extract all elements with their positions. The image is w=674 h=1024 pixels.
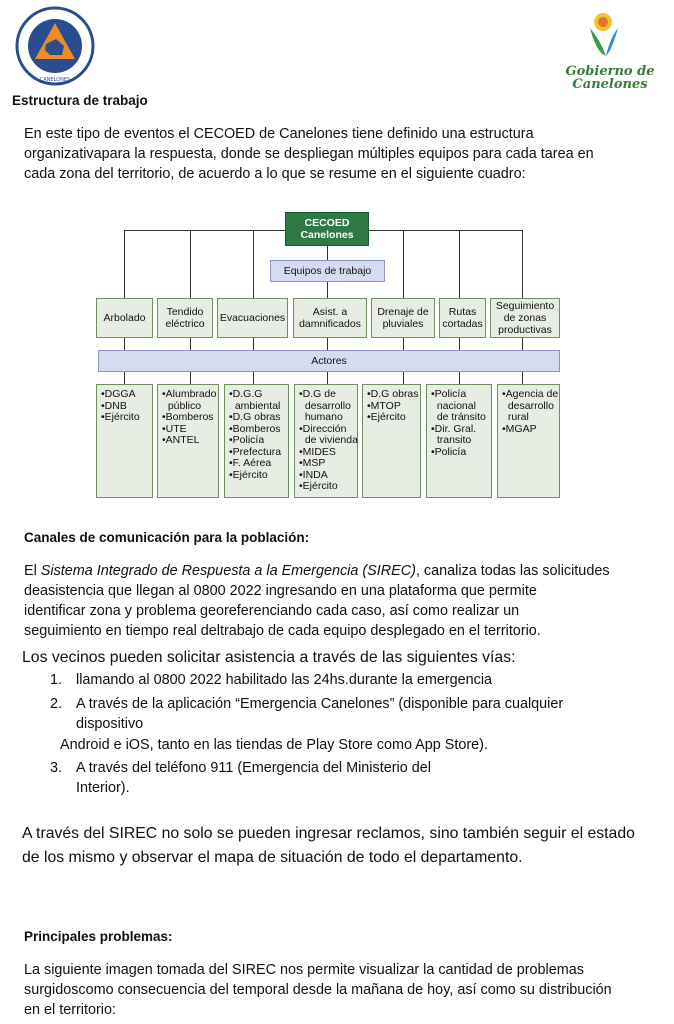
channels-list-cont: [20, 758, 620, 798]
para-line: [24, 561, 624, 581]
actors-box: •DGGA •DNB •Ejército: [96, 384, 153, 498]
seal-bottom-text: CANELONES: [39, 77, 71, 83]
text-span: , canaliza todas las solicitudes: [415, 563, 610, 579]
sirec-closing-paragraph: [22, 822, 652, 870]
list-text: A través de la aplicación “Emergencia Canelones” (disponible para cualquier: [76, 696, 564, 712]
section-heading-structure: Estructura de trabajo: [12, 93, 148, 108]
para-line: En este tipo de eventos el CECOED de Canelones tiene definido una estructura: [24, 126, 534, 142]
para-line: surgidoscomo consecuencia del temporal desde la mañana de hoy, así como su distribución: [24, 982, 612, 998]
team-box: Arbolado: [96, 298, 153, 338]
para-line: de los mismo y observar el mapa de situación de todo el departamento.: [22, 849, 523, 866]
para-line: deasistencia que llegan al 0800 2022 ingresando en una plataforma que permite: [24, 583, 537, 599]
actors-box: •Alumbrado público •Bomberos •UTE •ANTEL: [157, 384, 219, 498]
team-box: Drenaje de pluviales: [371, 298, 435, 338]
team-box: Seguimiento de zonas productivas: [490, 298, 560, 338]
text-span: El: [24, 563, 41, 579]
cecoed-seal-logo: [12, 6, 98, 86]
section-heading-problems: Principales problemas:: [24, 929, 173, 944]
team-box: Rutas cortadas: [439, 298, 486, 338]
list-continuation: Android e iOS, tanto en las tiendas de Play Store como App Store).: [60, 737, 488, 753]
actors-box: •D.G.G ambiental •D.G obras •Bomberos •Policía •Prefectura •F. Aérea •Ejército: [224, 384, 289, 498]
team-box: Evacuaciones: [217, 298, 288, 338]
teams-label-box: Equipos de trabajo: [270, 260, 385, 282]
para-line: A través del SIREC no solo se pueden ingresar reclamos, sino también seguir el estado: [22, 825, 635, 842]
actors-box: •D.G obras •MTOP •Ejército: [362, 384, 421, 498]
para-line: La siguiente imagen tomada del SIREC nos permite visualizar la cantidad de problemas: [24, 962, 584, 978]
gobierno-canelones-logo: [560, 6, 660, 92]
logo-line1: Gobierno de: [565, 64, 655, 79]
sirec-italic: Sistema Integrado de Respuesta a la Emergencia (SIREC): [40, 563, 416, 579]
cecoed-box: CECOED Canelones: [285, 212, 369, 246]
actors-box: •Policía nacional de tránsito •Dir. Gral. transito •Policía: [426, 384, 492, 498]
section1-paragraph: [24, 124, 611, 184]
actors-box: •Agencia de desarrollo rural •MGAP: [497, 384, 560, 498]
team-box: Tendido eléctrico: [157, 298, 213, 338]
list-number: 3.: [50, 760, 63, 776]
logo-line2: Canelones: [572, 77, 648, 92]
team-box: Asist. a damnificados: [293, 298, 367, 338]
section2-paragraph: [24, 561, 624, 641]
actors-bar: Actores: [98, 350, 560, 372]
list-text: dispositivo: [76, 716, 144, 732]
org-chart: [95, 210, 561, 504]
list-item: [20, 694, 620, 734]
flower-icon: [560, 6, 660, 60]
channels-list: [20, 670, 620, 734]
list-item: [20, 758, 620, 798]
para-line: seguimiento en tiempo real deltrabajo de cada equipo desplegado en el territorio.: [24, 623, 541, 639]
section3-paragraph: [24, 960, 644, 1020]
list-text: Interior).: [76, 780, 130, 796]
list-number: 1.: [50, 672, 63, 688]
para-line: identificar zona y problema georeferenciando cada caso, así como realizar un: [24, 603, 520, 619]
channels-intro: Los vecinos pueden solicitar asistencia a través de las siguientes vías:: [22, 649, 516, 666]
actors-box: •D.G de desarrollo humano •Dirección de vivienda •MIDES •MSP •INDA •Ejército: [294, 384, 358, 498]
list-number: 2.: [50, 696, 63, 712]
para-line: organizativapara la respuesta, donde se despliegan múltiples equipos para cada tarea en: [24, 146, 594, 162]
section-heading-channels: Canales de comunicación para la población:: [24, 530, 310, 545]
para-line: en el territorio:: [24, 1002, 116, 1018]
list-text: llamando al 0800 2022 habilitado las 24hs.durante la emergencia: [76, 672, 493, 688]
list-item: [20, 670, 620, 690]
list-text: A través del teléfono 911 (Emergencia del Ministerio del: [76, 760, 431, 776]
para-line: cada zona del territorio, de acuerdo a lo que se resume en el siguiente cuadro:: [24, 166, 526, 182]
